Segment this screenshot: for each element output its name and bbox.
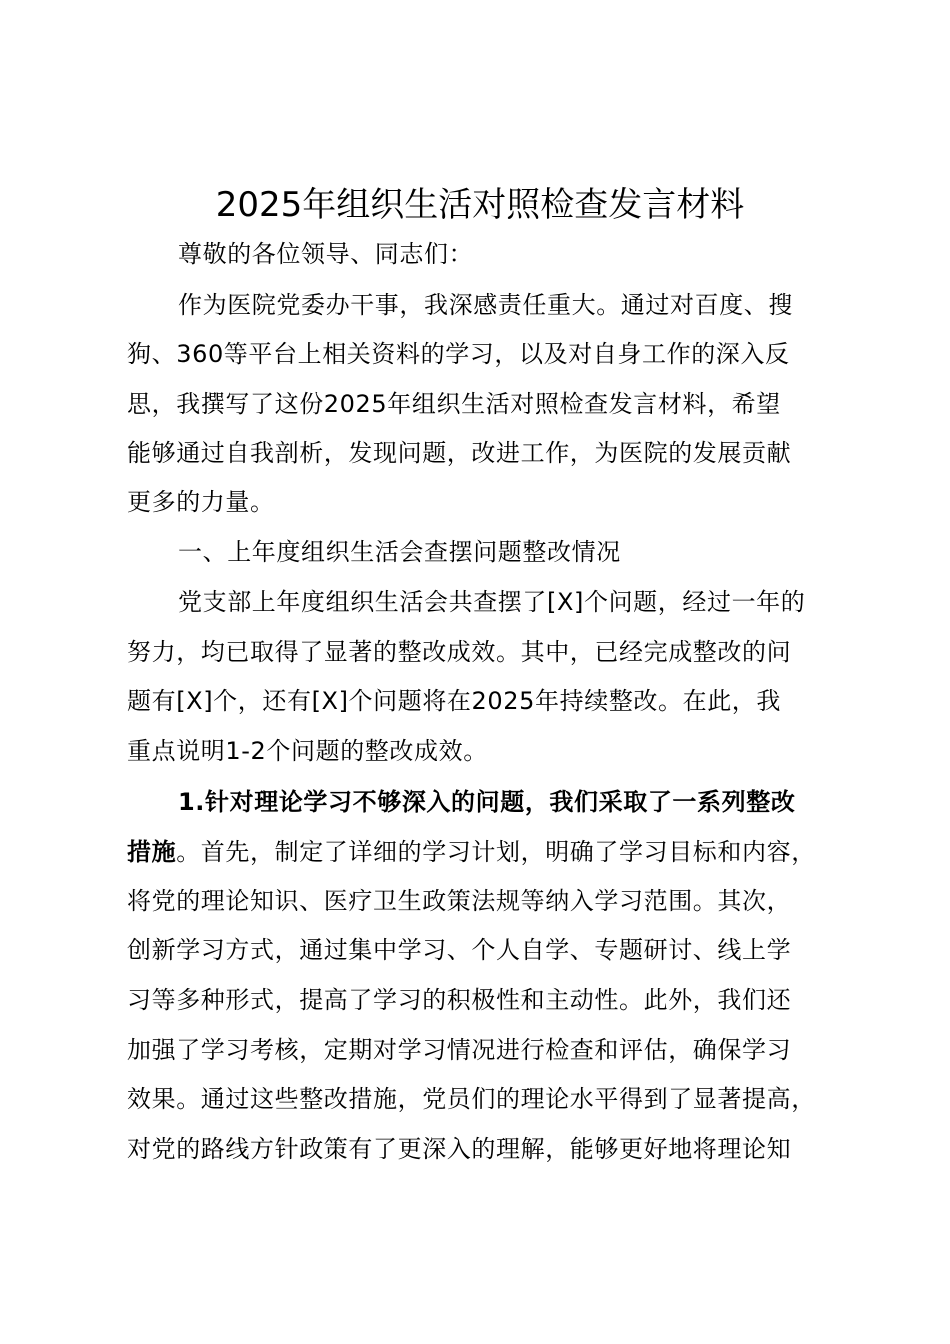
item1-line-2 (127, 828, 816, 877)
item1-line-6: 加强了学习考核，定期对学习情况进行检查和评估，确保学习 (127, 1036, 792, 1064)
item1-heading-end: 措施 (127, 838, 177, 866)
greeting: 尊敬的各位领导、同志们： (178, 240, 474, 268)
document-title: 2025年组织生活对照检查发言材料 (215, 185, 745, 225)
section1-line-1: 党支部上年度组织生活会共查摆了[X]个问题，经过一年的 (178, 588, 806, 616)
item1-line-5: 习等多种形式，提高了学习的积极性和主动性。此外，我们还 (127, 986, 792, 1014)
intro-line-2: 狗、360等平台上相关资料的学习，以及对自身工作的深入反 (127, 340, 790, 368)
section1-heading: 一、上年度组织生活会查摆问题整改情况 (178, 538, 621, 566)
intro-line-3: 思，我撰写了这份2025年组织生活对照检查发言材料，希望 (127, 390, 781, 418)
item1-heading-line: 1.针对理论学习不够深入的问题，我们采取了一系列整改 (178, 788, 796, 816)
intro-line-1: 作为医院党委办干事，我深感责任重大。通过对百度、搜 (178, 291, 793, 319)
item1-line-4: 创新学习方式，通过集中学习、个人自学、专题研讨、线上学 (127, 936, 792, 964)
section1-line-3: 题有[X]个，还有[X]个问题将在2025年持续整改。在此，我 (127, 687, 782, 715)
item1-line-3: 将党的理论知识、医疗卫生政策法规等纳入学习范围。其次， (127, 887, 792, 915)
section1-line-4: 重点说明1-2个问题的整改成效。 (127, 737, 488, 765)
item1-line-2-text: 。首先，制定了详细的学习计划，明确了学习目标和内容， (176, 838, 816, 866)
intro-line-4: 能够通过自我剖析，发现问题，改进工作，为医院的发展贡献 (127, 439, 792, 467)
item1-line-8: 对党的路线方针政策有了更深入的理解，能够更好地将理论知 (127, 1135, 792, 1163)
item1-line-7: 效果。通过这些整改措施，党员们的理论水平得到了显著提高， (127, 1085, 816, 1113)
intro-line-5: 更多的力量。 (127, 488, 275, 516)
section1-line-2: 努力，均已取得了显著的整改成效。其中，已经完成整改的问 (127, 638, 792, 666)
